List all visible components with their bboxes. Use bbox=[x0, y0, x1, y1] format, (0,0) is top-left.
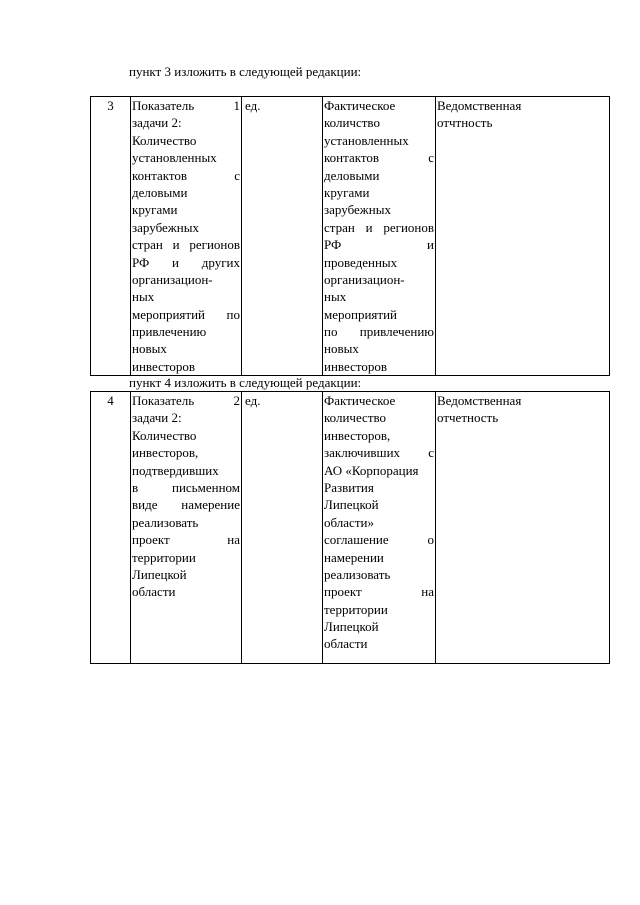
indicator-name-cell bbox=[131, 97, 242, 376]
indicator-name-line: мероприятий по bbox=[132, 306, 240, 322]
unit-cell: ед. bbox=[242, 392, 323, 664]
indicator-name-line: организацион- bbox=[132, 271, 213, 287]
description-cell bbox=[323, 392, 436, 664]
table-row-4 bbox=[90, 391, 610, 664]
description-cell bbox=[323, 97, 436, 376]
indicator-name-line: привлечению bbox=[132, 324, 207, 340]
indicator-name-line: Показатель 2 bbox=[132, 393, 240, 408]
indicator-name-line: реализовать bbox=[132, 514, 199, 530]
source-line: Ведомственная bbox=[437, 393, 522, 408]
description-line: Фактическое bbox=[324, 98, 396, 113]
source-cell bbox=[436, 97, 610, 376]
source-line: отчетность bbox=[437, 410, 499, 426]
paragraph-item-4-intro: пункт 4 изложить в следующей редакции: bbox=[129, 375, 362, 390]
row-number: 3 bbox=[91, 97, 131, 376]
description-line: по привлечению bbox=[324, 324, 434, 340]
indicator-name-line: Количество bbox=[132, 427, 197, 443]
indicator-name-line: задачи 2: bbox=[132, 410, 182, 426]
indicator-name-cell bbox=[131, 392, 242, 664]
indicator-name-line: Количество bbox=[132, 132, 197, 148]
description-line: стран и регионов bbox=[324, 219, 434, 235]
row-number: 4 bbox=[91, 392, 131, 664]
indicator-name-line: деловыми bbox=[132, 184, 188, 200]
indicator-name-line: зарубежных bbox=[132, 219, 199, 235]
description-line: Развития bbox=[324, 479, 374, 495]
source-line: Ведомственная bbox=[437, 98, 522, 113]
source-cell bbox=[436, 392, 610, 664]
indicator-name-line: в письменном bbox=[132, 479, 240, 495]
indicator-name-line: подтвердивших bbox=[132, 462, 219, 478]
description-line: установленных bbox=[324, 132, 409, 148]
description-line: Липецкой bbox=[324, 619, 379, 635]
description-line: новых bbox=[324, 341, 359, 357]
description-line: количество bbox=[324, 410, 387, 426]
description-line: проект на bbox=[324, 584, 434, 600]
description-line: области» bbox=[324, 514, 374, 530]
indicator-name-line: инвесторов, bbox=[132, 445, 199, 461]
indicator-name-line: виде намерение bbox=[132, 497, 240, 513]
description-line: области bbox=[324, 636, 368, 652]
description-line: ных bbox=[324, 289, 347, 305]
description-line: АО «Корпорация bbox=[324, 462, 419, 478]
description-line: организацион- bbox=[324, 271, 405, 287]
description-line: намерении bbox=[324, 549, 384, 565]
source-line: отчтность bbox=[437, 115, 493, 131]
indicator-name-line: ных bbox=[132, 289, 155, 305]
description-line: Липецкой bbox=[324, 497, 379, 513]
indicator-name-line: Показатель 1 bbox=[132, 98, 240, 113]
description-line: кругами bbox=[324, 184, 370, 200]
indicator-name-line: Липецкой bbox=[132, 566, 187, 582]
indicator-name-line: стран и регионов bbox=[132, 237, 240, 253]
description-line: заключивших с bbox=[324, 445, 434, 461]
description-line: количство bbox=[324, 115, 380, 131]
indicator-name-line: проект на bbox=[132, 532, 240, 548]
description-line: проведенных bbox=[324, 254, 398, 270]
indicator-name-line: инвесторов bbox=[132, 358, 195, 374]
description-line: инвесторов, bbox=[324, 427, 391, 443]
description-line: реализовать bbox=[324, 566, 391, 582]
indicator-name-line: кругами bbox=[132, 202, 178, 218]
description-line: зарубежных bbox=[324, 202, 391, 218]
description-line: деловыми bbox=[324, 167, 380, 183]
unit-cell: ед. bbox=[242, 97, 323, 376]
description-line: инвесторов bbox=[324, 358, 387, 374]
indicator-name-line: установленных bbox=[132, 150, 217, 166]
table-row-3 bbox=[90, 96, 610, 376]
indicator-name-line: РФ и других bbox=[132, 254, 240, 270]
description-line: территории bbox=[324, 601, 388, 617]
description-line: РФ и bbox=[324, 237, 434, 253]
description-line: мероприятий bbox=[324, 306, 397, 322]
indicator-name-line: территории bbox=[132, 549, 196, 565]
indicator-name-line: контактов с bbox=[132, 167, 240, 183]
paragraph-item-3-intro: пункт 3 изложить в следующей редакции: bbox=[129, 64, 362, 79]
indicator-name-line: новых bbox=[132, 341, 167, 357]
description-line: контактов с bbox=[324, 150, 434, 166]
description-line: соглашение о bbox=[324, 532, 434, 548]
description-line: Фактическое bbox=[324, 393, 396, 408]
indicator-name-line: области bbox=[132, 584, 176, 600]
indicator-name-line: задачи 2: bbox=[132, 115, 182, 131]
